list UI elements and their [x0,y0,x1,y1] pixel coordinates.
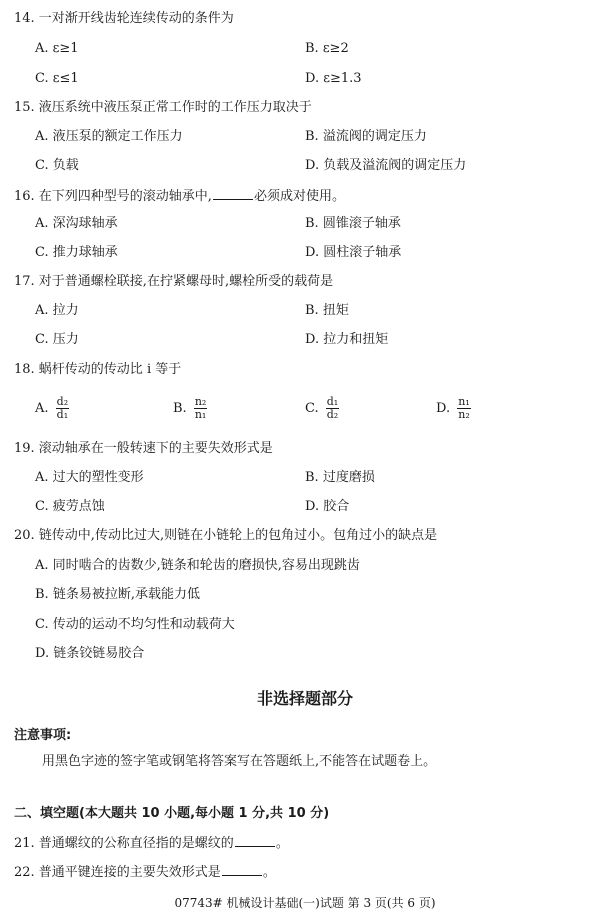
q21-stem [14,834,289,852]
q16-stem [14,187,345,205]
q19-stem: 19. 滚动轴承在一般转速下的主要失效形式是 [14,441,273,456]
q14-stem: 14. 一对渐开线齿轮连续传动的条件为 [14,11,234,26]
q18-option-d-fraction [457,396,471,421]
fraction-denominator: n₂ [458,408,470,421]
q20-option-c: C. 传动的运动不均匀性和动载荷大 [35,617,235,632]
q14-option-d: D. ε≥1.3 [305,71,362,86]
fraction-numerator: n₂ [194,395,207,408]
q16-option-b: B. 圆锥滚子轴承 [305,216,401,231]
fraction-numerator: d₂ [56,395,69,408]
q14-option-a: A. ε≥1 [35,41,79,56]
answer-blank [222,863,262,876]
q15-option-a: A. 液压泵的额定工作压力 [35,129,183,144]
q18-option-a-fraction [56,396,69,421]
q21-after: 。 [275,836,289,851]
q19-option-c: C. 疲劳点蚀 [35,499,105,514]
q20-option-a: A. 同时啮合的齿数少,链条和轮齿的磨损快,容易出现跳齿 [35,558,360,573]
fraction-denominator: d₁ [56,408,69,421]
q20-stem: 20. 链传动中,传动比过大,则链在小链轮上的包角过小。包角过小的缺点是 [14,528,438,543]
q17-option-c: C. 压力 [35,332,79,347]
q22-after: 。 [262,865,276,880]
q18-option-c-label: C. [305,401,319,416]
fraction-numerator: d₁ [326,395,339,408]
fraction-numerator: n₁ [458,395,470,408]
q18-option-c-fraction [326,396,339,421]
q19-option-d: D. 胶合 [305,499,350,514]
q19-option-b: B. 过度磨损 [305,470,375,485]
fraction-denominator: n₁ [194,408,207,421]
q22-stem [14,863,276,881]
q18-option-a-label: A. [35,401,49,416]
page-footer: 07743# 机械设计基础(一)试题 第 3 页(共 6 页) [174,896,436,910]
q14-option-c: C. ε≤1 [35,71,79,86]
q19-option-a: A. 过大的塑性变形 [35,470,144,485]
notice-heading: 注意事项: [14,728,72,743]
q17-option-b: B. 扭矩 [305,303,349,318]
section-title: 非选择题部分 [256,689,353,708]
q17-stem: 17. 对于普通螺栓联接,在拧紧螺母时,螺栓所受的载荷是 [14,274,334,289]
q14-option-b: B. ε≥2 [305,41,349,56]
q15-option-c: C. 负载 [35,158,79,173]
q18-option-b-label: B. [173,401,187,416]
answer-blank [213,187,253,200]
q20-option-d: D. 链条铰链易胶合 [35,646,145,661]
q16-stem-before: 16. 在下列四种型号的滚动轴承中, [14,189,212,204]
fraction-denominator: d₂ [326,408,339,421]
q15-option-d: D. 负载及溢流阀的调定压力 [305,158,467,173]
q18-option-b-fraction [194,396,208,421]
q18-option-b [173,396,207,421]
q20-option-b: B. 链条易被拉断,承载能力低 [35,587,200,602]
q22-before: 22. 普通平键连接的主要失效形式是 [14,865,221,880]
answer-blank [235,834,275,847]
q17-option-a: A. 拉力 [35,303,79,318]
q21-before: 21. 普通螺纹的公称直径指的是螺纹的 [14,836,234,851]
q16-option-c: C. 推力球轴承 [35,245,118,260]
q16-option-a: A. 深沟球轴承 [35,216,118,231]
q18-stem: 18. 蜗杆传动的传动比 i 等于 [14,362,182,377]
q15-option-b: B. 溢流阀的调定压力 [305,129,427,144]
q18-option-c [305,396,339,421]
q16-stem-after: 必须成对使用。 [253,189,345,204]
q18-option-d-label: D. [436,401,451,416]
q18-option-a [35,396,69,421]
q16-option-d: D. 圆柱滚子轴承 [305,245,402,260]
q17-option-d: D. 拉力和扭矩 [305,332,389,347]
part2-heading: 二、填空题(本大题共 10 小题,每小题 1 分,共 10 分) [14,806,330,821]
q18-option-d [436,396,471,421]
q15-stem: 15. 液压系统中液压泵正常工作时的工作压力取决于 [14,100,312,115]
notice-text: 用黑色字迹的签字笔或钢笔将答案写在答题纸上,不能答在试题卷上。 [42,754,437,769]
